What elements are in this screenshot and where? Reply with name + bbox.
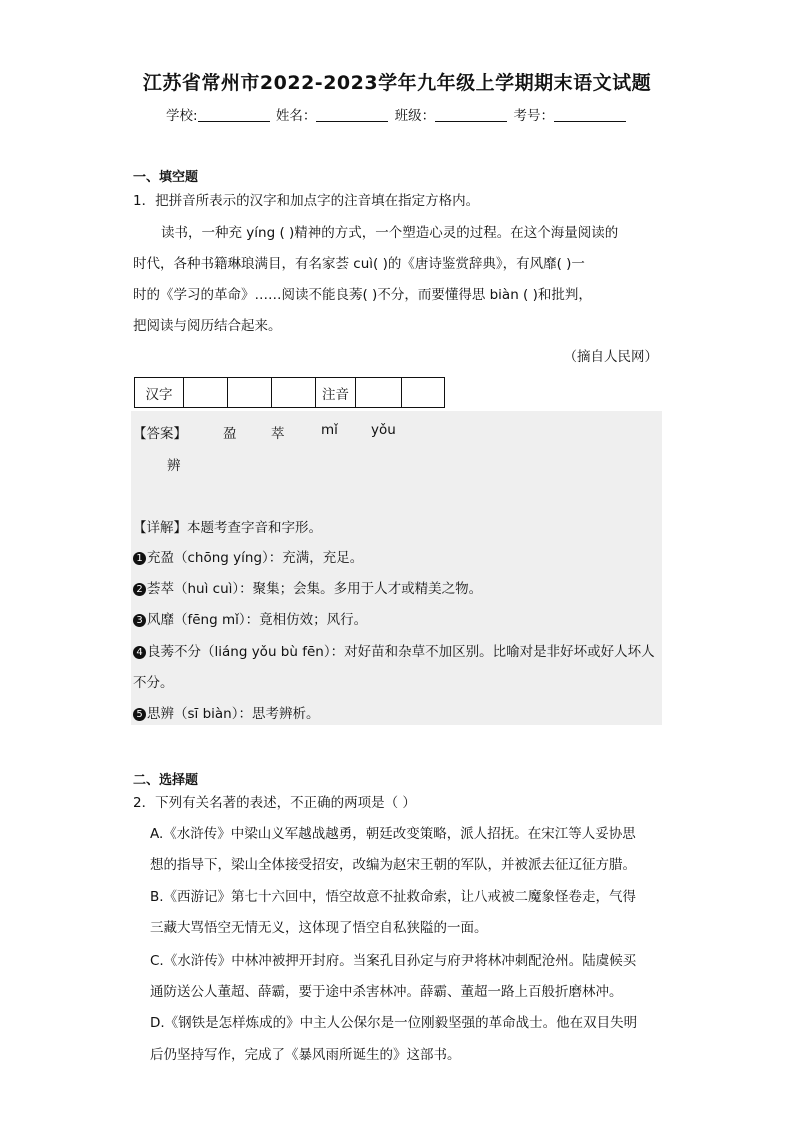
detail-item-5: 5 思辨（sī biàn）：思考辨析。 <box>133 702 319 722</box>
detail-item-2: 2 荟萃（huì cuì）：聚集；会集。多用于人才或精美之物。 <box>133 577 482 597</box>
exam-number-blank <box>554 108 626 122</box>
detail-intro: 【详解】本题考查字音和字形。 <box>133 520 322 536</box>
class-label: 班级： <box>394 108 436 124</box>
school-blank <box>198 108 270 122</box>
hanzi-label-cell: 汉字 <box>135 378 184 408</box>
q2-option-d-line-2: 后仍坚持写作，完成了《暴风雨所诞生的》这部书。 <box>150 1047 461 1063</box>
circled-number-5: 5 <box>133 708 146 721</box>
q1-passage-line-4: 把阅读与阅历结合起来。 <box>133 318 282 334</box>
circled-number-3: 3 <box>133 614 146 627</box>
answer-label: 【答案】 <box>133 426 187 442</box>
detail-item-4-continued: 不分。 <box>133 675 174 691</box>
q2-option-b-line-2: 三藏大骂悟空无情无义，这体现了悟空自私狭隘的一面。 <box>150 920 488 936</box>
exam-number-label: 考号： <box>513 108 554 124</box>
answer-5: 辨 <box>167 458 181 474</box>
section-heading-choice: 二、选择题 <box>133 773 199 788</box>
q1-passage-line-2: 时代，各种书籍琳琅满目，有名家荟 cuì( )的《唐诗鉴赏辞典》，有风靡( )一 <box>133 256 585 272</box>
q2-option-d-line-1: D.《钢铁是怎样炼成的》中主人公保尔是一位刚毅坚强的革命战士。他在双目失明 <box>150 1015 638 1031</box>
circled-number-2: 2 <box>133 583 146 596</box>
section-heading-fill: 一、填空题 <box>133 170 199 185</box>
answer-grid-table <box>134 377 445 408</box>
answer-1: 盈 <box>223 426 237 442</box>
pinyin-label-cell: 注音 <box>316 378 356 408</box>
detail-item-3: 3 风靡（fēng mǐ）：竟相仿效；风行。 <box>133 608 367 628</box>
school-label: 学校: <box>166 108 198 124</box>
student-info-line <box>0 104 794 124</box>
q1-passage-line-1: 读书，一种充 yíng ( )精神的方式，一个塑造心灵的过程。在这个海量阅读的 <box>161 225 619 241</box>
q1-source: （摘自人民网） <box>563 349 658 365</box>
q1-passage-line-3: 时的《学习的革命》……阅读不能良莠( )不分，而要懂得思 biàn ( )和批判， <box>133 287 592 303</box>
q2-stem: 2．下列有关名著的表述，不正确的两项是（ ） <box>133 795 416 811</box>
name-blank <box>316 108 388 122</box>
detail-item-1: 1 充盈（chōng yíng）：充满，充足。 <box>133 546 363 566</box>
hanzi-cell-2[interactable] <box>228 378 272 408</box>
circled-number-1: 1 <box>133 552 146 565</box>
pinyin-cell-1[interactable] <box>356 378 402 408</box>
answer-explanation-panel <box>131 411 662 725</box>
q2-option-c-line-2: 通防送公人董超、薛霸，要于途中杀害林冲。薛霸、董超一路上百般折磨林冲。 <box>150 984 623 1000</box>
hanzi-cell-1[interactable] <box>184 378 228 408</box>
name-label: 姓名： <box>275 108 317 124</box>
hanzi-cell-3[interactable] <box>272 378 316 408</box>
detail-item-4: 4 良莠不分（liáng yǒu bù fēn）：对好苗和杂草不加区别。比喻对是非好坏或好人坏人 <box>133 640 663 660</box>
answer-2: 萃 <box>271 426 285 442</box>
q2-option-a-line-2: 想的指导下，梁山全体接受招安，改编为赵宋王朝的军队，并被派去征辽征方腊。 <box>150 857 636 873</box>
q2-option-c-line-1: C.《水浒传》中林冲被押开封府。当案孔目孙定与府尹将林冲刺配沧州。陆虞候买 <box>150 953 637 969</box>
q1-stem: 1．把拼音所表示的汉字和加点字的注音填在指定方格内。 <box>133 193 480 209</box>
q2-option-b-line-1: B.《西游记》第七十六回中，悟空故意不扯救命索，让八戒被二魔象怪卷走，气得 <box>150 889 637 905</box>
pinyin-cell-2[interactable] <box>402 378 445 408</box>
answer-3: mǐ <box>321 422 338 438</box>
answer-4: yǒu <box>371 422 396 438</box>
class-blank <box>435 108 507 122</box>
page-title: 江苏省常州市2022-2023学年九年级上学期期末语文试题 <box>142 72 652 94</box>
q2-option-a-line-1: A.《水浒传》中梁山义军越战越勇，朝廷改变策略，派人招抚。在宋江等人妥协思 <box>150 826 636 842</box>
circled-number-4: 4 <box>133 646 146 659</box>
